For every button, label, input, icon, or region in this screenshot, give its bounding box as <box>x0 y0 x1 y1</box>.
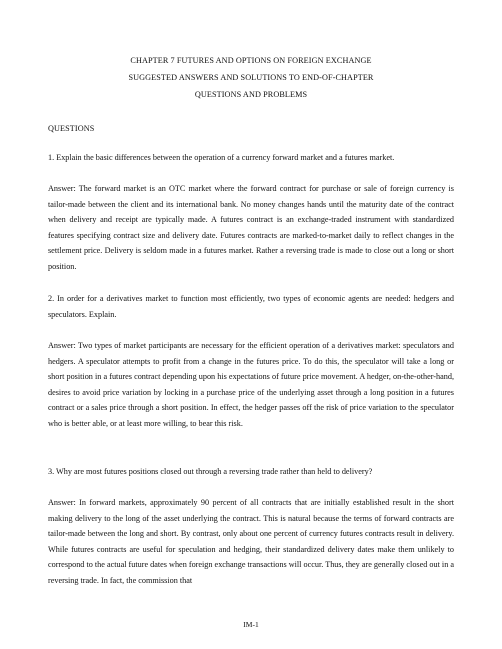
question-2: 2. In order for a derivatives market to function most efficiently, two types of economic agents are needed: hedgers and speculators. Explain. <box>48 294 454 319</box>
answer-1: Answer: The forward market is an OTC market where the forward contract for purchase or sale of foreign currency is tailor-made between the client and its international bank. No money changes hands until the maturity date of the contract when delivery and receipt are typically made. A futures contract is an exchange-traded instrument with standardized features specifying contract size and delivery date. Futures contracts are marked-to-market daily to reflect changes in the settlement price. Delivery is seldom made in a futures market. Rather a reversing trade is made to close out a long or short position. <box>48 184 454 271</box>
subtitle-line-1: SUGGESTED ANSWERS AND SOLUTIONS TO END-OF-CHAPTER <box>128 73 374 82</box>
section-heading: QUESTIONS <box>48 124 95 133</box>
answer-2: Answer: Two types of market participants are necessary for the efficient operation of a derivatives market: speculators and hedgers. A speculator attempts to profit from a change in the futures price. To do this, the speculator will take a long or short position in a futures contract depending upon his expectations of future price movement. A hedger, on-the-other-hand, desires to avoid price variation by locking in a purchase price of the underlying asset through a long position in a futures contract or a sales price through a short position. In effect, the hedger passes off the risk of price variation to the speculator who is better able, or at least more willing, to bear this risk. <box>48 341 454 428</box>
answer-3: Answer: In forward markets, approximately 90 percent of all contracts that are initially established result in the short making delivery to the long of the asset underlying the contract. This is natural because the terms of forward contracts are tailor-made between the long and short. By contrast, only about one percent of currency futures contracts result in delivery. While futures contracts are useful for speculation and hedging, their standardized delivery dates make them unlikely to correspond to the actual future dates when foreign exchange transactions will occur. Thus, they are generally closed out in a reversing trade. In fact, the commission that <box>48 498 454 585</box>
question-3: 3. Why are most futures positions closed out through a reversing trade rather than held to delivery? <box>48 467 373 476</box>
page-number: IM-1 <box>243 620 259 629</box>
chapter-title: CHAPTER 7 FUTURES AND OPTIONS ON FOREIGN EXCHANGE <box>130 56 372 65</box>
subtitle-line-2: QUESTIONS AND PROBLEMS <box>194 90 308 99</box>
question-1: 1. Explain the basic differences between the operation of a currency forward market and a futures market. <box>48 153 395 162</box>
